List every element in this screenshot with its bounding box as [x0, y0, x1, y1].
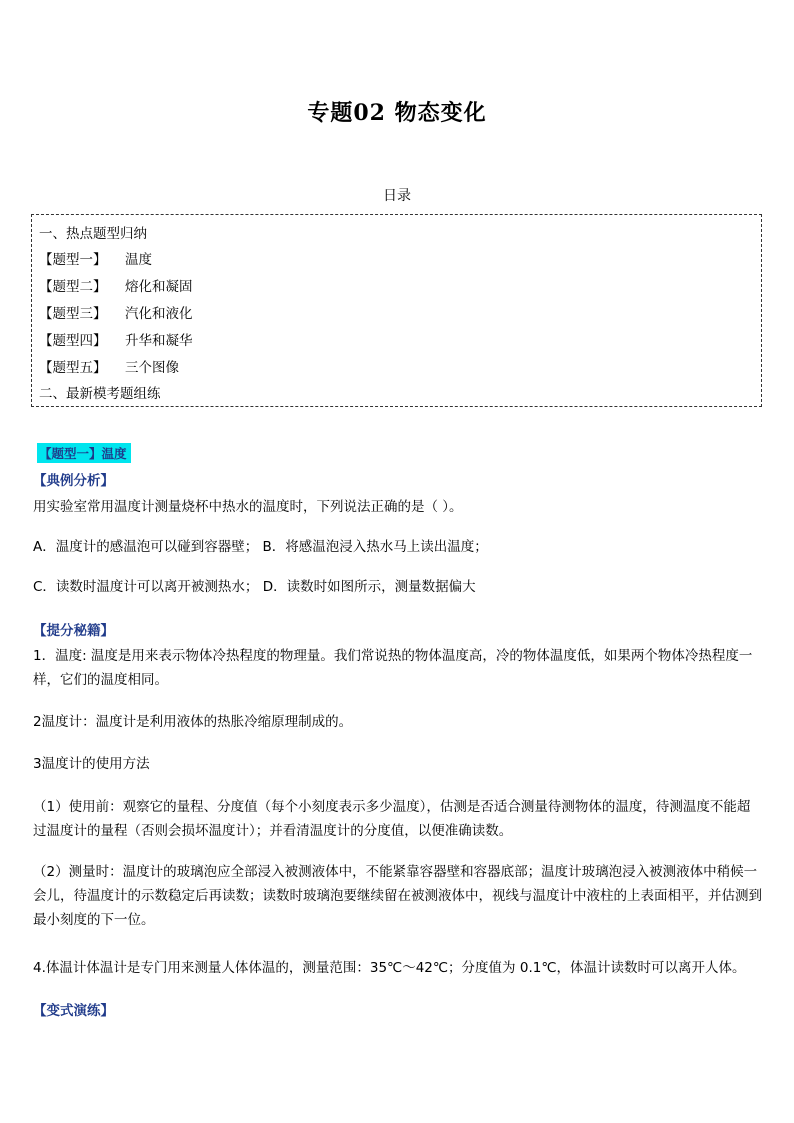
toc-item-text: 三个图像 [125, 360, 179, 376]
toc-item[interactable] [39, 302, 193, 322]
toc-item-text: 汽化和液化 [125, 306, 193, 322]
toc-item[interactable] [39, 356, 179, 376]
tip-point: 2温度计：温度计是利用液体的热胀冷缩原理制成的。 [33, 714, 353, 730]
section-tag: 【题型一】温度 [37, 443, 131, 463]
toc-item-tag: 【题型四】 [39, 333, 107, 349]
toc-item[interactable] [39, 382, 161, 402]
toc-item[interactable] [39, 222, 147, 242]
toc-item-text: 温度 [125, 252, 152, 268]
tip-point: 3温度计的使用方法 [33, 756, 150, 772]
toc-item[interactable] [39, 275, 193, 295]
page-title: 专题02 物态变化 [307, 100, 487, 126]
toc-item-tag: 二、最新模考题组练 [39, 386, 161, 402]
tip-point: （2）测量时：温度计的玻璃泡应全部浸入被测液体中，不能紧靠容器壁和容器底部；温度计玻璃泡浸入被测液体中稍候一会儿，待温度计的示数稳定后再读数；读数时玻璃泡要继续留在被测液体中，视线与温度计中液柱的上表面相平，并估测到最小刻度的下一位。 [33, 864, 762, 928]
tip-point: 4.体温计体温计是专门用来测量人体体温的，测量范围：35℃～42℃；分度值为 0.1℃，体温计读数时可以离开人体。 [33, 960, 746, 976]
toc-heading: 日录 [383, 188, 411, 204]
toc-item-tag: 【题型三】 [39, 306, 107, 322]
toc-item[interactable] [39, 248, 152, 268]
toc-item-tag: 一、热点题型归纳 [39, 226, 147, 242]
practice-heading: 【变式演练】 [33, 1003, 114, 1019]
toc-item-tag: 【题型五】 [39, 360, 107, 376]
example-heading: 【典例分析】 [33, 473, 114, 489]
toc-item-tag: 【题型一】 [39, 252, 107, 268]
toc-item-text: 升华和凝华 [125, 333, 193, 349]
options-cd: C．读数时温度计可以离开被测热水； D．读数时如图所示，测量数据偏大 [33, 579, 476, 595]
toc-item-text: 熔化和凝固 [125, 279, 193, 295]
question-text: 用实验室常用温度计测量烧杯中热水的温度时，下列说法正确的是（ ）。 [33, 499, 463, 515]
toc-item-tag: 【题型二】 [39, 279, 107, 295]
tips-heading: 【提分秘籍】 [33, 623, 114, 639]
tip-point: 1．温度: 温度是用来表示物体冷热程度的物理量。我们常说热的物体温度高，冷的物体温度低，如果两个物体冷热程度一样，它们的温度相同。 [33, 648, 753, 688]
options-ab: A．温度计的感温泡可以碰到容器壁； B．将感温泡浸入热水马上读出温度； [33, 539, 488, 555]
tip-point: （1）使用前：观察它的量程、分度值（每个小刻度表示多少温度），估测是否适合测量待测物体的温度，待测温度不能超过温度计的量程（否则会损坏温度计）；并看清温度计的分度值，以便准确读数。 [33, 799, 751, 839]
toc-item[interactable] [39, 329, 193, 349]
table-of-contents [31, 214, 762, 407]
